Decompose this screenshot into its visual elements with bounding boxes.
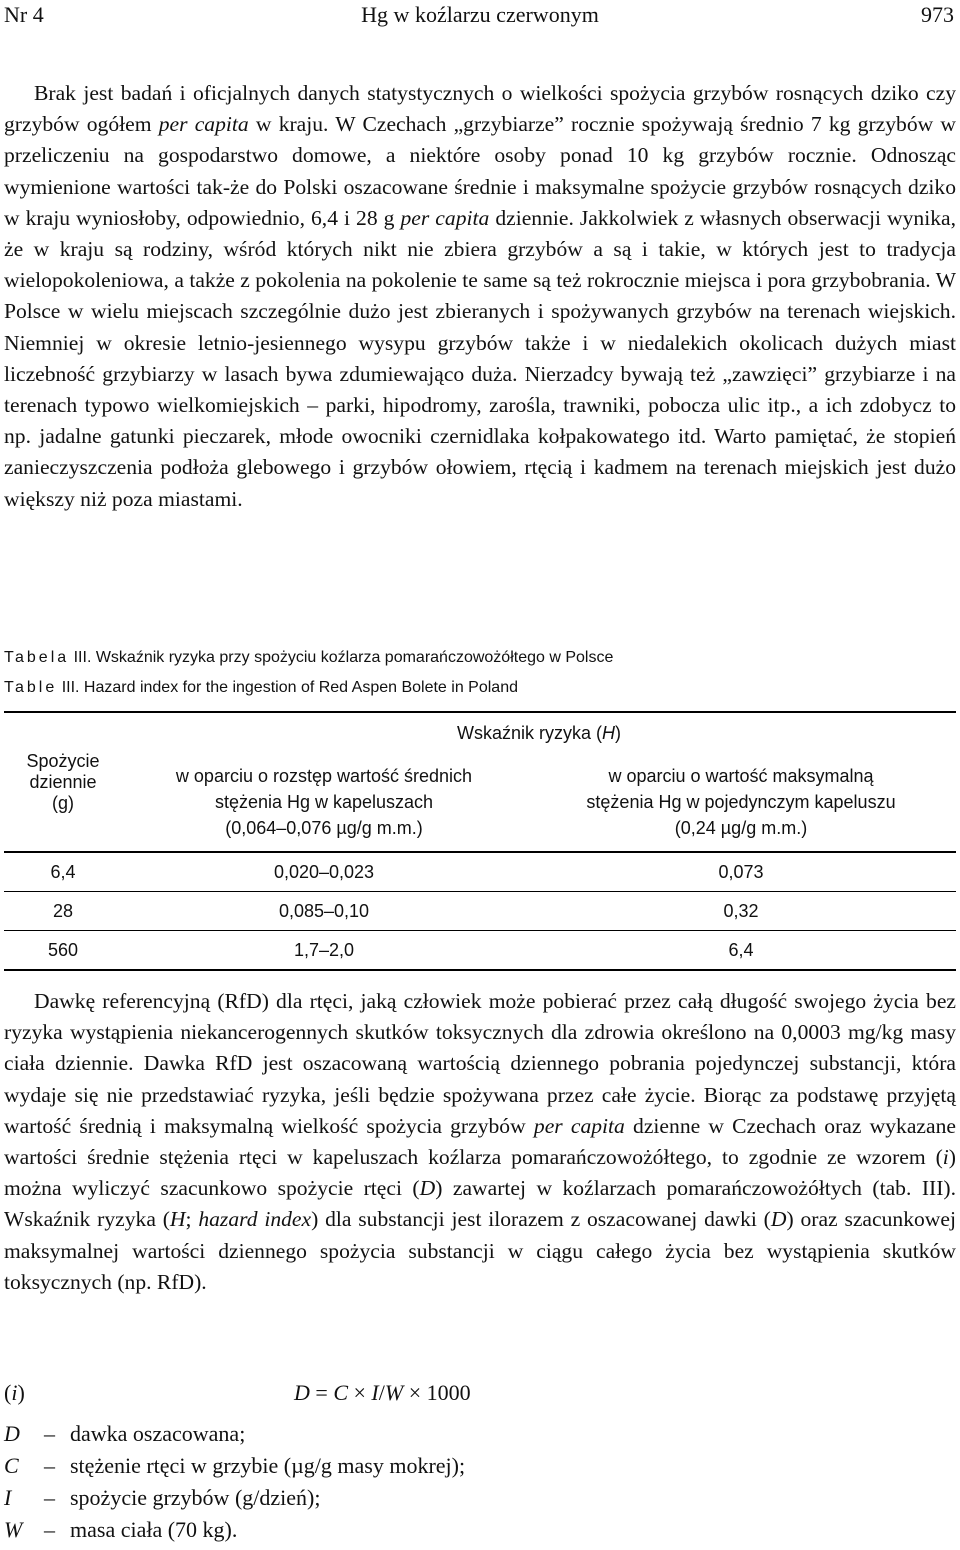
header-line: Spożycie <box>26 750 100 771</box>
header-line: dziennie <box>29 771 97 792</box>
table-cell: 6,4 <box>4 852 122 892</box>
definition-dash: – <box>44 1485 55 1510</box>
definition-text: stężenie rtęci w grzybie (µg/g masy mokrej); <box>70 1453 466 1478</box>
italic-run: per capita <box>533 1113 625 1138</box>
text-run: ) oraz szacunkowej maksymalnej wartości dziennego spożycia substancji w ciągu całego życia bez wystąpienia skutków toksycznych (np. RfD). <box>4 1207 956 1294</box>
formula-expression <box>294 1380 471 1406</box>
table-row <box>4 852 956 892</box>
hazard-index-table <box>4 711 956 971</box>
table-cell: 0,085–0,10 <box>122 892 526 931</box>
formula-i <box>4 1380 956 1414</box>
variable-definitions <box>4 1418 704 1546</box>
definition-text: dawka oszacowana; <box>70 1421 246 1446</box>
table-row <box>4 931 956 971</box>
definition-row <box>4 1514 704 1546</box>
table-cell: 560 <box>4 931 122 971</box>
header-line: stężenia Hg w kapeluszach <box>214 792 434 812</box>
italic-run: i <box>942 1145 949 1170</box>
italic-run: D <box>770 1207 787 1232</box>
header-line: w oparciu o rozstęp wartość średnich <box>175 766 473 786</box>
text-run: w kraju. W Czechach „grzybiarze” rocznie spożywają średnio 7 kg grzybów w przeliczeniu na gospodarstwo domowe, a niektóre osoby ponad 10 kg grzybów rocznie. Odnosząc wymienione wartości tak-że do Polski oszacowane średnie i maksymalne spożycie grzybów rosnących dziko w kraju wyniosłoby, odpowiednio, 6,4 i 28 g <box>4 112 957 230</box>
formula-part: × 1000 <box>403 1380 471 1405</box>
table-cell: 0,073 <box>526 852 956 892</box>
header-daily-intake <box>4 712 122 852</box>
paragraph-consumption <box>4 78 956 515</box>
table-cell: 6,4 <box>526 931 956 971</box>
definition-symbol: I <box>4 1485 12 1510</box>
definition-row <box>4 1450 704 1482</box>
formula-symbol: W <box>384 1380 404 1405</box>
formula-part: / <box>378 1380 385 1405</box>
journal-issue: Nr 4 <box>4 2 44 27</box>
text-run: ) można wyliczyć szacunkowo spożycie rtęci ( <box>4 1145 956 1201</box>
formula-part: ) <box>17 1380 25 1405</box>
header-italic: H <box>602 723 615 743</box>
italic-run: H <box>169 1207 186 1232</box>
table-cell: 0,020–0,023 <box>122 852 526 892</box>
table-cell: 28 <box>4 892 122 931</box>
formula-label <box>4 1380 25 1406</box>
table-caption-pl <box>4 648 613 668</box>
definition-symbol: D <box>4 1421 20 1446</box>
table-caption-en <box>4 678 518 698</box>
italic-run: per capita <box>158 112 249 137</box>
formula-part: ( <box>4 1380 12 1405</box>
table-row <box>4 892 956 931</box>
italic-run: per capita <box>400 205 490 230</box>
header-line: stężenia Hg w pojedynczym kapeluszu <box>586 792 896 812</box>
definition-text: spożycie grzybów (g/dzień); <box>70 1485 321 1510</box>
formula-part: i <box>11 1380 18 1405</box>
definition-dash: – <box>44 1517 55 1542</box>
paragraph-rfd <box>4 986 956 1298</box>
caption-text: III. Wskaźnik ryzyka przy spożyciu koźlarza pomarańczowożółtego w Polsce <box>69 649 614 666</box>
formula-symbol: C <box>333 1380 348 1405</box>
formula-symbol: D <box>294 1380 310 1405</box>
header-hazard-index <box>122 712 956 753</box>
definition-symbol: W <box>4 1517 23 1542</box>
header-mean-range <box>122 753 526 852</box>
italic-run: hazard index <box>198 1207 312 1232</box>
text-run: ; <box>185 1207 199 1232</box>
definition-row <box>4 1482 704 1514</box>
page-number: 973 <box>921 2 954 27</box>
text-run: Brak jest badań i oficjalnych danych statystycznych o wielkości spożycia grzybów rosnących dziko czy grzybów ogółem <box>4 81 956 137</box>
header-maximum <box>526 753 956 852</box>
header-line: (0,064–0,076 µg/g m.m.) <box>225 818 423 838</box>
formula-part: = <box>309 1380 334 1405</box>
formula-part: × <box>348 1380 372 1405</box>
definition-symbol: C <box>4 1453 19 1478</box>
caption-label: Tabela <box>4 649 70 666</box>
header-line: (0,24 µg/g m.m.) <box>674 818 808 838</box>
text-run: ) dla substancji jest ilorazem z oszacowanej dawki ( <box>311 1207 771 1232</box>
header-line: w oparciu o wartość maksymalną <box>608 766 874 786</box>
running-title: Hg w koźlarzu czerwonym <box>361 2 599 27</box>
table-cell: 0,32 <box>526 892 956 931</box>
text-run: Dawkę referencyjną (RfD) dla rtęci, jaką człowiek może pobierać przez całą długość swojego życia bez ryzyka wystąpienia niekancerogennych skutków toksycznych dla zdrowia określono na 0,0003 mg/kg masy ciała dziennie. Dawka RfD jest oszacowaną wartością dziennego pobrania pojedynczej substancji, która wydaje się nie przedstawiać ryzyka, jeśli będzie spożywana przez całe życie. Biorąc za podstawę przyjętą wartość średnią i maksymalną wielkość spożycia grzybów <box>4 989 956 1138</box>
text-run: dzienne w Czechach oraz wykazane wartości średnie stężenia rtęci w kapeluszach koźlarza pomarańczowożółtego, to zgodnie ze wzorem ( <box>4 1113 956 1170</box>
header-text: Wskaźnik ryzyka ( <box>456 723 602 743</box>
table-cell: 1,7–2,0 <box>122 931 526 971</box>
definition-row <box>4 1418 704 1450</box>
header-text: ) <box>615 723 621 743</box>
formula-symbol: I <box>371 1380 379 1405</box>
text-run: ) zawartej w koźlarzach pomarańczowożółtych (tab. III). Wskaźnik ryzyka ( <box>4 1176 956 1232</box>
caption-label: Table <box>4 679 58 696</box>
header-line: (g) <box>52 792 74 813</box>
text-run: dziennie. Jakkolwiek z własnych obserwacji wynika, że w kraju są rodziny, wśród których nikt nie zbiera grzybów a są i takie, w których jest to tradycja wielopokoleniowa, a także z pokolenia na pokolenie te same są też rokrocznie miejsca i pora grzybobrania. W Polsce w wielu miejscach szczególnie dużo jest zbieranych i spożywanych grzybów na terenach wiejskich. Niemniej w okresie letnio-jesiennego wysypu grzybów także i w niedalekich okolicach dużych miast liczebność grzybiarzy w lasach bywa zdumiewająco duża. Nierzadcy bywają też „zawzięci” grzybiarze i na terenach typowo wielkomiejskich – parki, hipodromy, zarośla, trawniki, pobocza ulic itp., a ich zdobycz to np. jadalne gatunki pieczarek, młode owocniki czernidlaka kołpakowatego itd. Warto pamiętać, że stopień zanieczyszczenia podłoża glebowego i grzybów ołowiem, rtęcią i kadmem na terenach miejskich jest dużo większy niż poza miastami. <box>4 205 956 511</box>
definition-text: masa ciała (70 kg). <box>70 1517 238 1542</box>
running-header <box>0 0 960 34</box>
definition-dash: – <box>44 1453 55 1478</box>
definition-dash: – <box>44 1421 55 1446</box>
caption-text: III. Hazard index for the ingestion of Red Aspen Bolete in Poland <box>57 679 518 696</box>
italic-run: D <box>419 1176 436 1201</box>
